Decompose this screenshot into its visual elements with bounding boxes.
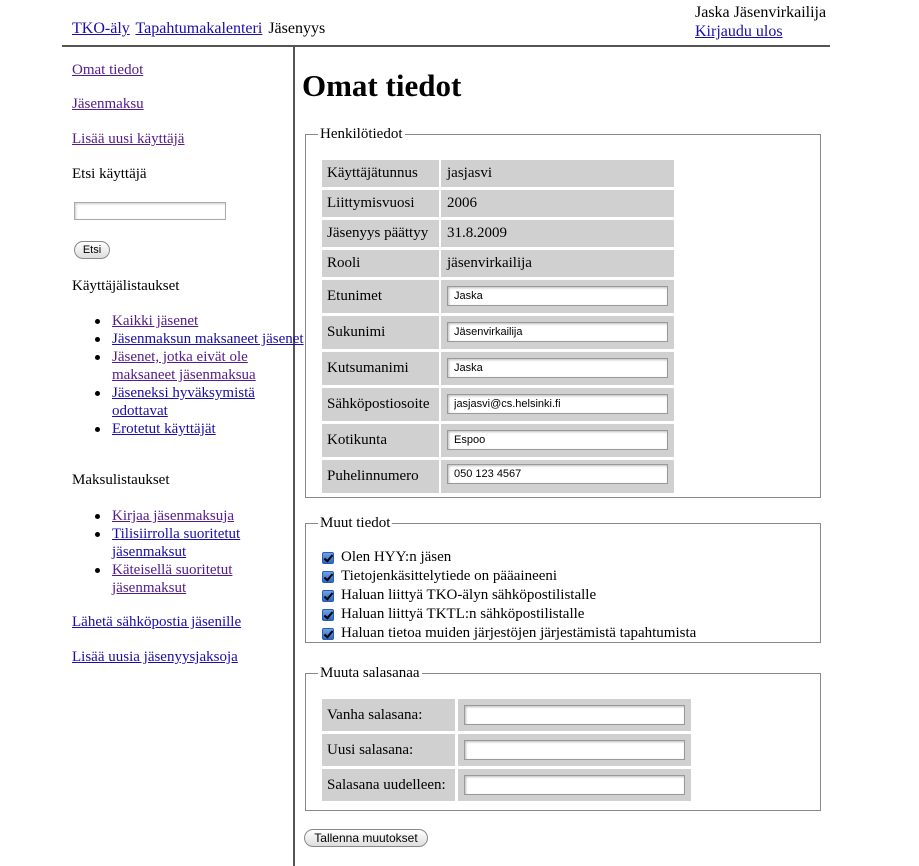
other-events-checkbox[interactable] [322, 628, 334, 640]
tktl-mailinglist-checkbox[interactable] [322, 609, 334, 621]
value-rooli: jäsenvirkailija [441, 250, 674, 277]
phone-input[interactable] [447, 464, 668, 484]
label-etunimet: Etunimet [322, 280, 439, 313]
checkbox-row [322, 549, 451, 566]
header-divider [62, 45, 830, 47]
checkbox-label: Haluan liittyä TKTL:n sähköpostilistalle [341, 606, 585, 622]
email-input[interactable] [447, 394, 668, 414]
top-navigation [72, 20, 325, 38]
user-name: Jaska Jäsenvirkailija [695, 4, 827, 21]
payment-lists [72, 507, 307, 597]
change-password-legend: Muuta salasanaa [320, 665, 420, 681]
list-item [112, 420, 307, 438]
sidebar-divider [293, 46, 295, 866]
checkbox-row [322, 625, 696, 642]
last-name-input[interactable] [447, 322, 668, 342]
link-kaikki-jasenet[interactable]: Kaikki jäsenet [112, 313, 199, 329]
nickname-input[interactable] [447, 358, 668, 378]
nav-current-section: Jäsenyys [268, 20, 326, 37]
other-info-legend: Muut tiedot [320, 515, 391, 531]
label-new-password: Uusi salasana: [322, 734, 455, 766]
sidebar-link-laheta-sahkopostia[interactable]: Lähetä sähköpostia jäsenille [72, 614, 242, 630]
label-sukunimi: Sukunimi [322, 316, 439, 349]
checkbox-row [322, 587, 596, 604]
personal-info-fieldset [305, 126, 821, 498]
sidebar-link-lisaa-kayttaja[interactable]: Lisää uusi käyttäjä [72, 131, 185, 147]
user-lists [72, 312, 307, 438]
list-item [112, 561, 307, 597]
label-liittymisvuosi: Liittymisvuosi [322, 190, 439, 217]
hyy-member-checkbox[interactable] [322, 552, 334, 564]
old-password-input[interactable] [464, 705, 685, 725]
link-maksaneet[interactable]: Jäsenmaksun maksaneet jäsenet [112, 331, 304, 347]
value-jasenyys-paattyy: 31.8.2009 [441, 220, 674, 247]
list-item [112, 507, 307, 525]
first-names-input[interactable] [447, 286, 668, 306]
new-password-input[interactable] [464, 740, 685, 760]
label-sahkopostiosoite: Sähköpostiosoite [322, 388, 439, 421]
link-kateisella[interactable]: Käteisellä suoritetut jäsenmaksut [112, 562, 233, 596]
list-item [112, 384, 307, 420]
label-repeat-password: Salasana uudelleen: [322, 769, 455, 801]
repeat-password-input[interactable] [464, 775, 685, 795]
list-item [112, 330, 307, 348]
list-item [112, 525, 307, 561]
sidebar-link-omat-tiedot[interactable]: Omat tiedot [72, 62, 144, 78]
sidebar-link-jasenmaksu[interactable]: Jäsenmaksu [72, 96, 144, 112]
personal-info-legend: Henkilötiedot [320, 126, 403, 142]
label-kayttajatunnus: Käyttäjätunnus [322, 160, 439, 187]
checkbox-label: Haluan liittyä TKO-älyn sähköpostilistalle [341, 587, 597, 603]
municipality-input[interactable] [447, 430, 668, 450]
link-ei-maksaneet[interactable]: Jäsenet, jotka eivät ole maksaneet jäsenmaksua [112, 349, 256, 383]
cs-major-checkbox[interactable] [322, 571, 334, 583]
user-box [695, 3, 826, 41]
nav-link-tko-aly[interactable]: TKO-äly [72, 20, 130, 37]
label-puhelinnumero: Puhelinnumero [322, 460, 439, 493]
save-changes-button[interactable]: Tallenna muutokset [304, 829, 428, 847]
link-hyvaksymista-odottavat[interactable]: Jäseneksi hyväksymistä odottavat [112, 385, 255, 419]
label-jasenyys-paattyy: Jäsenyys päättyy [322, 220, 439, 247]
value-kayttajatunnus: jasjasvi [441, 160, 674, 187]
search-heading: Etsi käyttäjä [72, 166, 147, 182]
payment-lists-heading: Maksulistaukset [72, 472, 170, 488]
list-item [112, 348, 307, 384]
link-erotetut[interactable]: Erotetut käyttäjät [112, 421, 216, 437]
other-info-fieldset [305, 515, 821, 643]
user-lists-heading: Käyttäjälistaukset [72, 278, 180, 294]
value-liittymisvuosi: 2006 [441, 190, 674, 217]
page-title: Omat tiedot [302, 68, 462, 103]
list-item [112, 312, 307, 330]
label-kotikunta: Kotikunta [322, 424, 439, 457]
user-search-input[interactable] [74, 202, 226, 220]
checkbox-label: Tietojenkäsittelytiede on pääaineeni [341, 568, 558, 584]
logout-link[interactable]: Kirjaudu ulos [695, 23, 783, 40]
tko-aly-mailinglist-checkbox[interactable] [322, 590, 334, 602]
checkbox-row [322, 568, 557, 585]
label-kutsumanimi: Kutsumanimi [322, 352, 439, 385]
label-rooli: Rooli [322, 250, 439, 277]
link-kirjaa-jasenmaksuja[interactable]: Kirjaa jäsenmaksuja [112, 508, 235, 524]
checkbox-row [322, 606, 584, 623]
nav-link-tapahtumakalenteri[interactable]: Tapahtumakalenteri [135, 20, 263, 37]
change-password-fieldset [305, 665, 821, 811]
checkbox-label: Haluan tietoa muiden järjestöjen järjestämistä tapahtumista [341, 625, 697, 641]
search-button[interactable]: Etsi [74, 241, 110, 259]
sidebar-link-lisaa-jasenyysjaksoja[interactable]: Lisää uusia jäsenyysjaksoja [72, 649, 238, 665]
link-tilisiirrolla[interactable]: Tilisiirrolla suoritetut jäsenmaksut [112, 526, 241, 560]
checkbox-label: Olen HYY:n jäsen [341, 549, 452, 565]
label-old-password: Vanha salasana: [322, 699, 455, 731]
